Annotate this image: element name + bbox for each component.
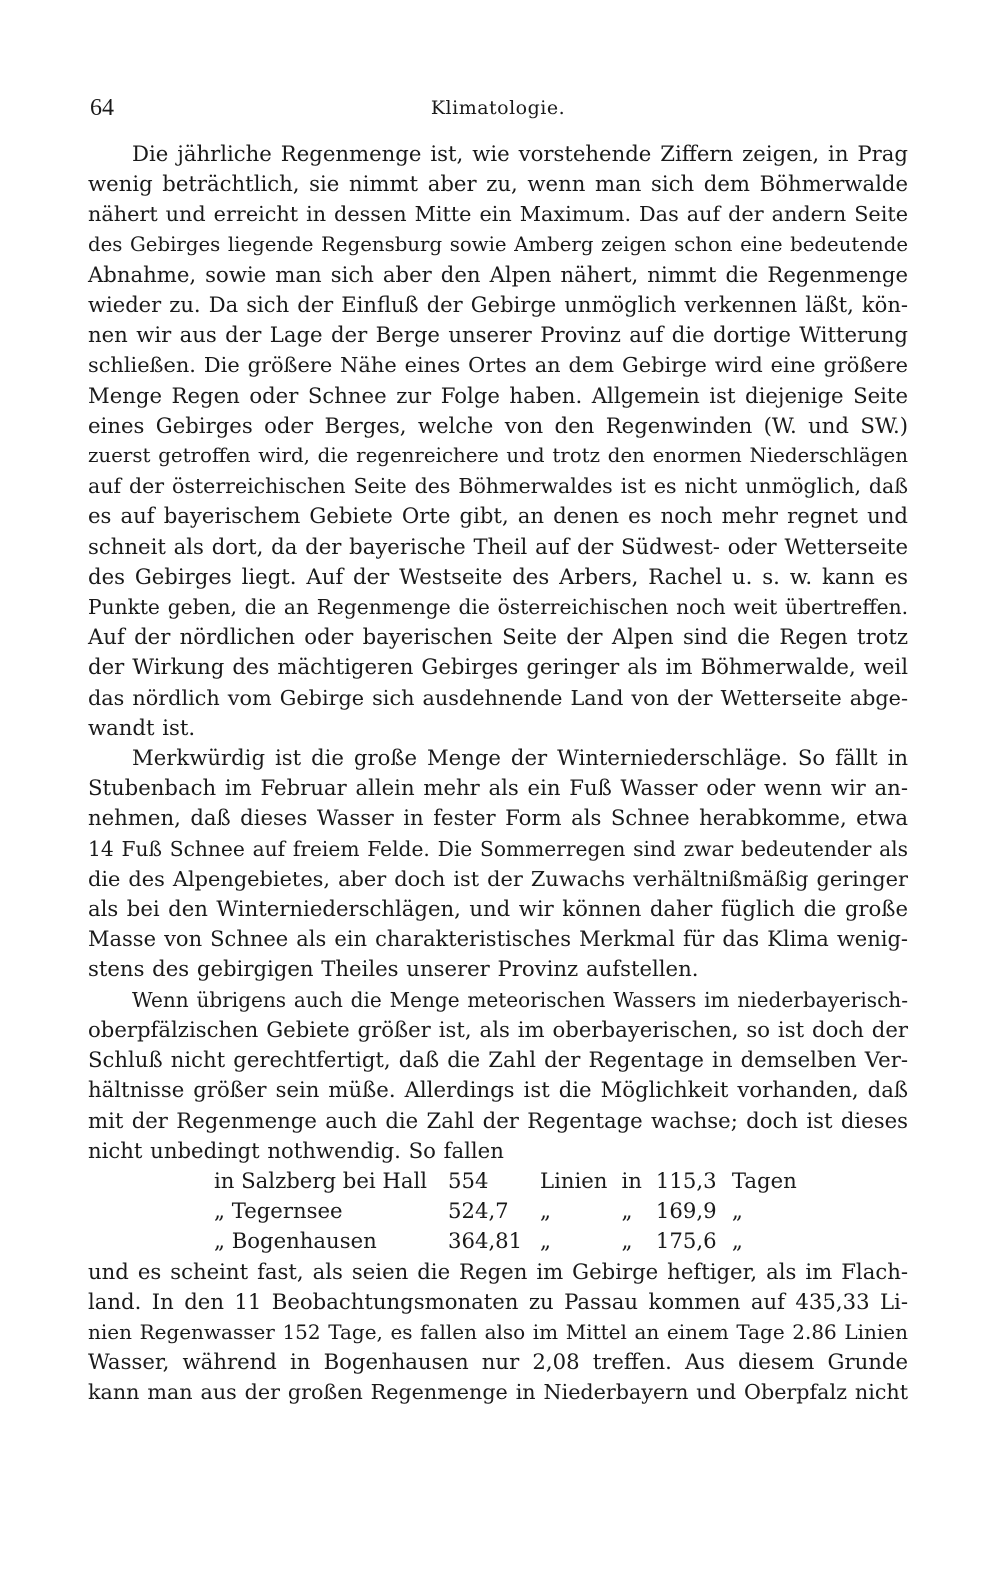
paragraph-1 [88,139,908,743]
text-line: land. In den 11 Beobachtungsmonaten zu Passau kommen auf 435,33 Li- [88,1288,908,1314]
text-line: Stubenbach im Februar allein mehr als ein Fuß Wasser oder wenn wir an- [88,775,908,801]
text-line: nehmen, daß dieses Wasser in fester Form als Schnee herabkomme, etwa [88,805,908,831]
text-line: Wasser, während in Bogenhausen nur 2,08 treffen. Aus diesem Grunde [88,1349,908,1375]
rainfall-table [214,1166,811,1257]
page-header [88,95,908,129]
text-line: der Wirkung des mächtigeren Gebirges geringer als im Böhmerwalde, weil [88,654,908,680]
table-row [214,1166,811,1196]
table-cell-unit: Linien [540,1167,608,1193]
text-line: stens des gebirgigen Theiles unserer Provinz aufstellen. [88,956,699,982]
table-cell-days: 115,3 [655,1167,717,1193]
text-line: Punkte geben, die an Regenmenge die österreichischen noch weit übertreffen. [88,595,908,620]
text-line: die des Alpengebietes, aber doch ist der Zuwachs verhältnißmäßig geringer [88,866,908,891]
text-line: mit der Regenmenge auch die Zahl der Regentage wachse; doch ist dieses [88,1107,908,1133]
text-line: Abnahme, sowie man sich aber den Alpen nähert, nimmt die Regenmenge [88,261,908,287]
text-line: auf der österreichischen Seite des Böhmerwaldes ist es nicht unmöglich, daß [88,474,908,499]
table-cell-lines: 524,7 [448,1198,509,1224]
text-line: Auf der nördlichen oder bayerischen Seite der Alpen sind die Regen trotz [88,624,908,650]
table-cell-unit: Tagen [731,1167,797,1193]
text-line: Die jährliche Regenmenge ist, wie vorstehende Ziffern zeigen, in Prag [132,141,908,166]
text-line: hältnisse größer sein müße. Allerdings ist die Möglichkeit vorhanden, daß [88,1077,908,1103]
text-line: Masse von Schnee als ein charakteristisches Merkmal für das Klima wenig- [88,926,908,952]
book-page [88,95,908,1408]
table-row [214,1226,811,1256]
text-line: und es scheint fast, als seien die Regen im Gebirge heftiger, als im Flach- [88,1258,908,1284]
paragraph-4 [88,1257,908,1408]
text-line: als bei den Winterniederschlägen, und wir können daher füglich die große [88,896,908,922]
text-line: Wenn übrigens auch die Menge meteorischen Wassers im niederbayerisch- [132,987,908,1012]
text-line: nähert und erreicht in dessen Mitte ein Maximum. Das auf der andern Seite [88,202,908,227]
table-cell-place: in Salzberg bei Hall [214,1167,428,1193]
table-cell-unit: „ [540,1198,551,1224]
text-line: des Gebirges liegende Regensburg sowie Amberg zeigen schon eine bedeutende [88,232,908,256]
text-line: das nördlich vom Gebirge sich ausdehnende Land von der Wetterseite abge- [88,685,908,710]
table-cell-unit: „ [731,1198,743,1224]
running-head: Klimatologie. [430,97,566,119]
text-line: Menge Regen oder Schnee zur Folge haben. Allgemein ist diejenige Seite [88,382,908,408]
text-line: kann man aus der großen Regenmenge in Niederbayern und Oberpfalz nicht [88,1380,908,1405]
text-line: schneit als dort, da der bayerische Theil auf der Südwest- oder Wetterseite [88,533,908,559]
text-line: Schluß nicht gerechtfertigt, daß die Zahl der Regentage in demselben Ver- [88,1047,908,1073]
text-line: zuerst getroffen wird, die regenreichere und trotz den enormen Niederschlägen [88,444,908,468]
text-line: oberpfälzischen Gebiete größer ist, als im oberbayerischen, so ist doch der [88,1016,908,1042]
table-cell-place: „ Tegernsee [214,1198,343,1224]
text-line: nen wir aus der Lage der Berge unserer Provinz auf die dortige Witterung [88,322,908,348]
table-cell-in: „ [621,1228,633,1254]
text-line: wenig beträchtlich, sie nimmt aber zu, wenn man sich dem Böhmerwalde [88,171,908,197]
text-line: 14 Fuß Schnee auf freiem Felde. Die Sommerregen sind zwar bedeutender als [88,836,908,861]
paragraph-2 [88,743,908,985]
text-line: wieder zu. Da sich der Einfluß der Gebirge unmöglich verkennen läßt, kön- [88,292,908,318]
table-cell-lines: 554 [448,1167,489,1193]
text-line: es auf bayerischem Gebiete Orte gibt, an denen es noch mehr regnet und [88,503,908,529]
text-line: schließen. Die größere Nähe eines Ortes an dem Gebirge wird eine größere [88,353,908,378]
table-cell-in: in [621,1167,642,1193]
text-line: eines Gebirges oder Berges, welche von den Regenwinden (W. und SW.) [88,412,908,438]
text-line: des Gebirges liegt. Auf der Westseite des Arbers, Rachel u. s. w. kann es [88,563,908,589]
table-cell-lines: 364,81 [448,1228,523,1254]
table-cell-in: „ [621,1198,633,1224]
table-cell-unit: „ [731,1228,743,1254]
text-line: nien Regenwasser 152 Tage, es fallen also im Mittel an einem Tage 2.86 Linien [88,1319,908,1344]
table-cell-days: 175,6 [655,1228,717,1254]
table-cell-days: 169,9 [655,1198,717,1224]
page-number: 64 [90,95,114,121]
text-line: nicht unbedingt nothwendig. So fallen [88,1137,504,1163]
table-row [214,1196,811,1226]
text-line: wandt ist. [88,714,196,740]
table-cell-unit: „ [540,1228,551,1254]
paragraph-3 [88,985,908,1166]
text-line: Merkwürdig ist die große Menge der Winterniederschläge. So fällt in [132,745,908,771]
table-cell-place: „ Bogenhausen [214,1228,377,1254]
